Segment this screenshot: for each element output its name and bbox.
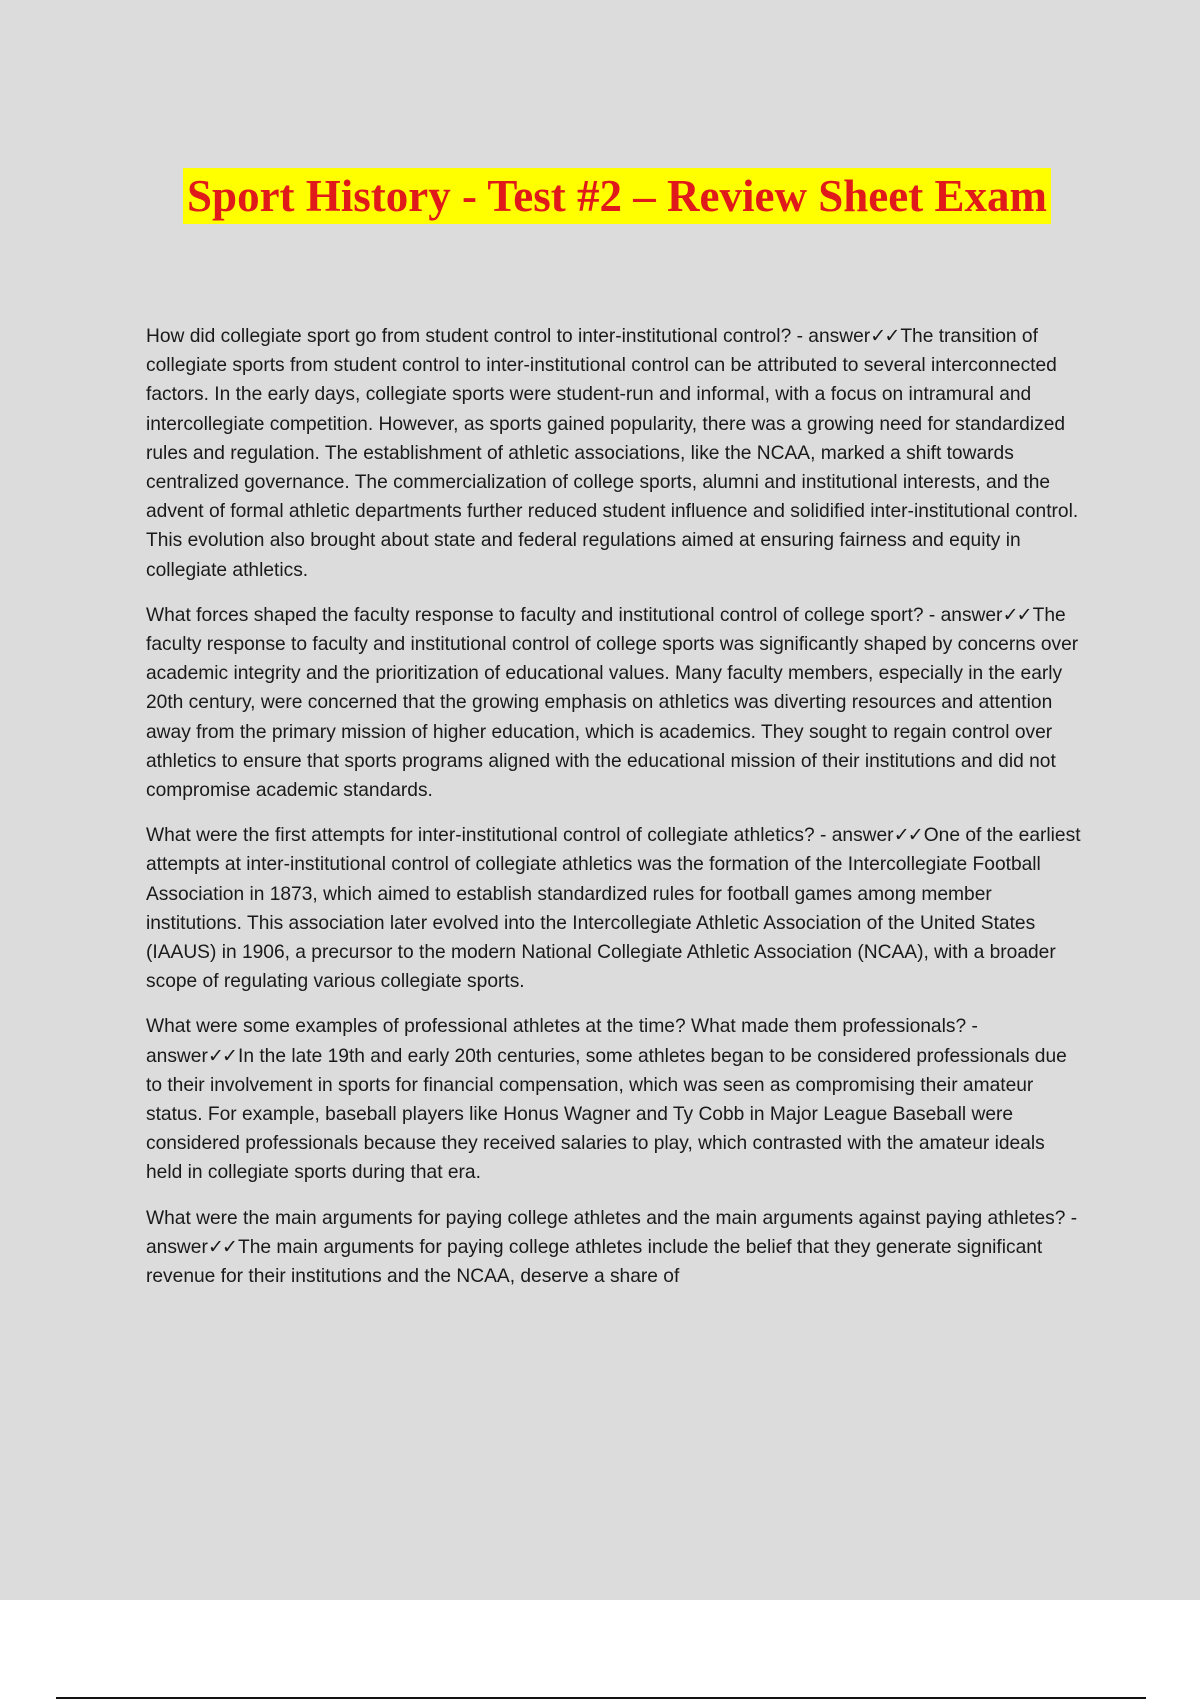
answer-label: - answer (923, 604, 1003, 626)
answer-text: The main arguments for paying college athletes include the belief that they generate significant revenue for their institutions and the NCAA, deserve a share of (146, 1236, 1043, 1288)
question-text: What were the main arguments for paying college athletes and the main arguments against paying athletes? (146, 1207, 1066, 1229)
qa-item (146, 1204, 1086, 1292)
qa-content (146, 322, 1086, 1307)
question-text: What were the first attempts for inter-institutional control of collegiate athletics? (146, 825, 815, 847)
question-text: What forces shaped the faculty response to faculty and institutional control of college sport? (146, 604, 924, 626)
question-text: What were some examples of professional athletes at the time? What made them professionals? (146, 1016, 967, 1038)
check-marks-icon: ✓✓ (207, 1045, 237, 1067)
answer-text: The transition of collegiate sports from student control to inter-institutional control can be attributed to several interconnected factors. In the early days, collegiate sports were student-run and informal, with a focus on intramural and intercollegiate competition. However, as sports gained popularity, there was a growing need for standardized rules and regulation. The establishment of athletic associations, like the NCAA, marked a shift towards centralized governance. The commercialization of college sports, alumni and institutional interests, and the advent of formal athletic departments further reduced student influence and solidified inter-institutional control. This evolution also brought about state and federal regulations aimed at ensuring fairness and equity in collegiate athletics. (146, 326, 1079, 581)
answer-label: - answer (791, 326, 871, 347)
check-marks-icon: ✓✓ (1002, 604, 1031, 626)
qa-item (146, 601, 1086, 805)
check-marks-icon: ✓✓ (207, 1236, 237, 1258)
answer-label: - answer (146, 1207, 1078, 1258)
title-wrap (0, 168, 1200, 224)
qa-item (146, 1012, 1086, 1187)
answer-label: - answer (146, 1016, 978, 1067)
answer-label: - answer (814, 825, 894, 847)
footer-divider (56, 1697, 1146, 1699)
answer-text: In the late 19th and early 20th centuries, some athletes began to be considered professionals due to their involvement in sports for financial compensation, which was seen as compromising their amateur status. For example, baseball players like Honus Wagner and Ty Cobb in Major League Baseball were considered professionals because they received salaries to play, which contrasted with the amateur ideals held in collegiate sports during that era. (146, 1045, 1067, 1184)
answer-text: One of the earliest attempts at inter-institutional control of collegiate athletics was the formation of the Intercollegiate Football Association in 1873, which aimed to establish standardized rules for football games among member institutions. This association later evolved into the Intercollegiate Athletic Association of the United States (IAAUS) in 1906, a precursor to the modern National Collegiate Athletic Association (NCAA), with a broader scope of regulating various collegiate sports. (146, 825, 1081, 993)
qa-item (146, 821, 1086, 996)
page-title: Sport History - Test #2 – Review Sheet Exam (183, 168, 1051, 224)
question-text: How did collegiate sport go from student control to inter-institutional control? (146, 326, 792, 347)
qa-item (146, 322, 1086, 585)
check-marks-icon: ✓✓ (870, 326, 899, 347)
answer-text: The faculty response to faculty and institutional control of college sports was significantly shaped by concerns over academic integrity and the prioritization of educational values. Many faculty members, especially in the early 20th century, were concerned that the growing emphasis on athletics was diverting resources and attention away from the primary mission of higher education, which is academics. They sought to regain control over athletics to ensure that sports programs aligned with the educational mission of their institutions and did not compromise academic standards. (146, 604, 1079, 802)
check-marks-icon: ✓✓ (893, 825, 922, 847)
